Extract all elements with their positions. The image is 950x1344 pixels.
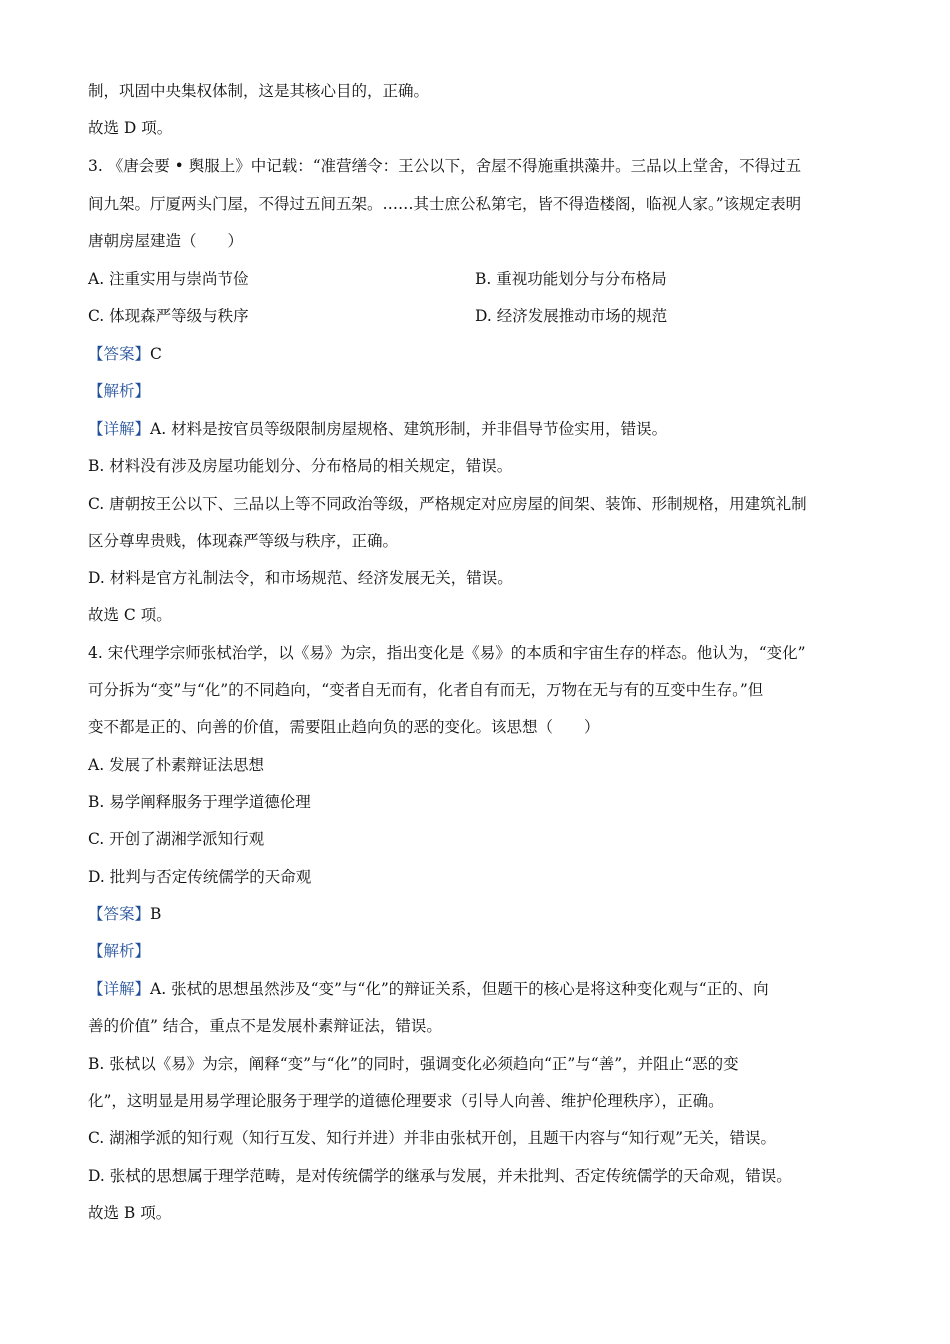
q3-detail-c-1: C. 唐朝按王公以下、三品以上等不同政治等级，严格规定对应房屋的间架、装饰、形制规格，用建筑礼制	[88, 495, 807, 513]
q4-detail-d: D. 张栻的思想属于理学范畴，是对传统儒学的继承与发展，并未批判、否定传统儒学的天命观，错误。	[88, 1167, 792, 1185]
q3-choice: 故选 C 项。	[88, 606, 172, 624]
q4-detail-line-1	[88, 978, 769, 1000]
q3-detail-c-2: 区分尊卑贵贱，体现森严等级与秩序，正确。	[88, 532, 399, 550]
q4-answer: B	[150, 905, 162, 923]
q4-choice: 故选 B 项。	[88, 1204, 172, 1222]
q3-detail-b: B. 材料没有涉及房屋功能划分、分布格局的相关规定，错误。	[88, 457, 513, 475]
q4-detail-c: C. 湖湘学派的知行观（知行互发、知行并进）并非由张栻开创，且题干内容与“知行观”无关，错误。	[88, 1129, 777, 1147]
q4-answer-line	[88, 903, 161, 925]
q2-tail-line: 制，巩固中央集权体制，这是其核心目的，正确。	[88, 82, 430, 100]
q3-analysis-tag: 【解析】	[88, 382, 151, 400]
q3-answer-tag: 【答案】	[88, 345, 151, 363]
q3-detail-line-1	[88, 418, 667, 440]
q3-answer-line	[88, 343, 162, 365]
q3-stem-line-2: 间九架。厅厦两头门屋，不得过五间五架。……其士庶公私第宅，皆不得造楼阁，临视人家。”该规定表明	[88, 195, 802, 213]
q3-detail-tag: 【详解】	[88, 420, 151, 438]
q2-choice: 故选 D 项。	[88, 119, 173, 137]
q4-detail-b-2: 化”，这明显是用易学理论服务于理学的道德伦理要求（引导人向善、维护伦理秩序），正确。	[88, 1092, 724, 1110]
q3-stem-line-1: 3. 《唐会要 • 舆服上》中记载：“准营缮令：王公以下，舍屋不得施重拱藻井。三品以上堂舍，不得过五	[88, 157, 802, 175]
q4-answer-tag: 【答案】	[88, 905, 151, 923]
q3-detail-d: D. 材料是官方礼制法令，和市场规范、经济发展无关，错误。	[88, 569, 513, 587]
q4-analysis-tag: 【解析】	[88, 942, 151, 960]
q4-option-a: A. 发展了朴素辩证法思想	[88, 756, 265, 774]
q3-option-b: B. 重视功能划分与分布格局	[475, 270, 667, 288]
q4-stem-line-1: 4. 宋代理学宗师张栻治学，以《易》为宗，指出变化是《易》的本质和宇宙生存的样态。他认为，“变化”	[88, 644, 806, 662]
q4-stem-line-2: 可分拆为“变”与“化”的不同趋向，“变者自无而有，化者自有而无，万物在无与有的互变中生存。”但	[88, 681, 764, 699]
q4-stem-line-3: 变不都是正的、向善的价值，需要阻止趋向负的恶的变化。该思想（ ）	[88, 718, 600, 736]
q4-detail-b-1: B. 张栻以《易》为宗，阐释“变”与“化”的同时，强调变化必须趋向“正”与“善”，并阻止“恶的变	[88, 1055, 739, 1073]
q4-detail-a-2: 善的价值” 结合，重点不是发展朴素辩证法，错误。	[88, 1017, 442, 1035]
q4-option-b: B. 易学阐释服务于理学道德伦理	[88, 793, 311, 811]
q4-detail-a-1: A. 张栻的思想虽然涉及“变”与“化”的辩证关系，但题干的核心是将这种变化观与“正的、向	[150, 980, 769, 998]
q3-option-a: A. 注重实用与崇尚节俭	[88, 270, 249, 288]
q3-detail-a: A. 材料是按官员等级限制房屋规格、建筑形制，并非倡导节俭实用，错误。	[150, 420, 668, 438]
q4-option-d: D. 批判与否定传统儒学的天命观	[88, 868, 312, 886]
q3-option-c: C. 体现森严等级与秩序	[88, 307, 249, 325]
q3-option-d: D. 经济发展推动市场的规范	[475, 307, 668, 325]
q4-detail-tag: 【详解】	[88, 980, 151, 998]
q3-answer: C	[150, 345, 162, 363]
q3-stem-line-3: 唐朝房屋建造（ ）	[88, 232, 244, 250]
q4-option-c: C. 开创了湖湘学派知行观	[88, 830, 265, 848]
